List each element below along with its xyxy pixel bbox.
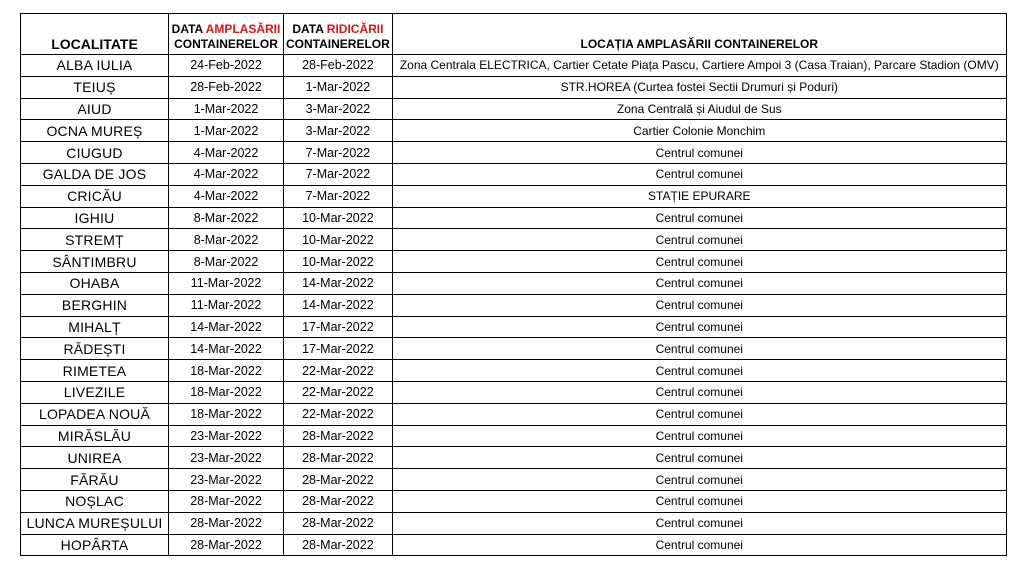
table-row	[21, 447, 1007, 469]
cell-data-amplasare: 28-Mar-2022	[169, 512, 284, 534]
table-row	[21, 512, 1007, 534]
cell-data-ridicare: 28-Mar-2022	[284, 447, 393, 469]
cell-locatie: Centrul comunei	[392, 142, 1006, 164]
cell-localitate: OHABA	[21, 272, 169, 294]
cell-localitate: OCNA MUREȘ	[21, 120, 169, 142]
cell-data-ridicare: 14-Mar-2022	[284, 272, 393, 294]
cell-data-ridicare: 10-Mar-2022	[284, 251, 393, 273]
table-row	[21, 338, 1007, 360]
table-row	[21, 534, 1007, 556]
header-row	[21, 14, 1007, 55]
cell-locatie: Centrul comunei	[392, 534, 1006, 556]
cell-data-ridicare: 28-Mar-2022	[284, 512, 393, 534]
cell-data-amplasare: 14-Mar-2022	[169, 338, 284, 360]
cell-data-ridicare: 10-Mar-2022	[284, 207, 393, 229]
cell-locatie: Centrul comunei	[392, 403, 1006, 425]
table-row	[21, 360, 1007, 382]
table-row	[21, 229, 1007, 251]
cell-localitate: FĂRĂU	[21, 469, 169, 491]
cell-data-amplasare: 4-Mar-2022	[169, 185, 284, 207]
cell-locatie: Centrul comunei	[392, 163, 1006, 185]
cell-localitate: HOPÂRTA	[21, 534, 169, 556]
header-containerelor: CONTAINERELOR	[286, 37, 390, 51]
table-row	[21, 381, 1007, 403]
cell-data-ridicare: 3-Mar-2022	[284, 98, 393, 120]
cell-data-ridicare: 7-Mar-2022	[284, 185, 393, 207]
table-row	[21, 207, 1007, 229]
cell-data-amplasare: 23-Mar-2022	[169, 469, 284, 491]
cell-data-amplasare: 28-Mar-2022	[169, 490, 284, 512]
table-row	[21, 142, 1007, 164]
cell-locatie: Centrul comunei	[392, 381, 1006, 403]
table-row	[21, 403, 1007, 425]
cell-data-amplasare: 11-Mar-2022	[169, 272, 284, 294]
cell-data-ridicare: 28-Feb-2022	[284, 55, 393, 77]
cell-data-amplasare: 18-Mar-2022	[169, 403, 284, 425]
cell-data-ridicare: 17-Mar-2022	[284, 338, 393, 360]
cell-locatie: Centrul comunei	[392, 294, 1006, 316]
table-row	[21, 55, 1007, 77]
cell-locatie: Centrul comunei	[392, 512, 1006, 534]
cell-localitate: STREMȚ	[21, 229, 169, 251]
table-body	[21, 55, 1007, 556]
cell-locatie: Centrul comunei	[392, 316, 1006, 338]
cell-locatie: STR.HOREA (Curtea fostei Sectii Drumuri și Poduri)	[392, 76, 1006, 98]
cell-data-amplasare: 14-Mar-2022	[169, 316, 284, 338]
table-row	[21, 469, 1007, 491]
table-header	[21, 14, 1007, 55]
cell-data-amplasare: 23-Mar-2022	[169, 447, 284, 469]
cell-data-ridicare: 22-Mar-2022	[284, 360, 393, 382]
cell-data-amplasare: 18-Mar-2022	[169, 360, 284, 382]
table-row	[21, 98, 1007, 120]
cell-localitate: BERGHIN	[21, 294, 169, 316]
cell-data-amplasare: 28-Mar-2022	[169, 534, 284, 556]
cell-localitate: MIHALȚ	[21, 316, 169, 338]
table-row	[21, 294, 1007, 316]
cell-data-ridicare: 14-Mar-2022	[284, 294, 393, 316]
cell-localitate: UNIREA	[21, 447, 169, 469]
cell-localitate: CIUGUD	[21, 142, 169, 164]
cell-data-amplasare: 24-Feb-2022	[169, 55, 284, 77]
cell-localitate: MIRĂSLĂU	[21, 425, 169, 447]
table-row	[21, 120, 1007, 142]
header-data-ridicarii	[284, 14, 393, 55]
cell-data-amplasare: 8-Mar-2022	[169, 207, 284, 229]
cell-data-ridicare: 22-Mar-2022	[284, 381, 393, 403]
cell-locatie: Centrul comunei	[392, 490, 1006, 512]
cell-data-ridicare: 7-Mar-2022	[284, 163, 393, 185]
cell-locatie: STAȚIE EPURARE	[392, 185, 1006, 207]
cell-localitate: AIUD	[21, 98, 169, 120]
cell-locatie: Centrul comunei	[392, 360, 1006, 382]
table-row	[21, 163, 1007, 185]
cell-locatie: Zona Centrala ELECTRICA, Cartier Cetate Piața Pascu, Cartiere Ampoi 3 (Casa Traian), Parcare Stadion (OMV)	[392, 55, 1006, 77]
cell-data-ridicare: 22-Mar-2022	[284, 403, 393, 425]
cell-localitate: ALBA IULIA	[21, 55, 169, 77]
cell-localitate: IGHIU	[21, 207, 169, 229]
cell-data-amplasare: 23-Mar-2022	[169, 425, 284, 447]
cell-localitate: TEIUȘ	[21, 76, 169, 98]
cell-localitate: NOȘLAC	[21, 490, 169, 512]
cell-data-ridicare: 10-Mar-2022	[284, 229, 393, 251]
header-amplasarii-highlight: AMPLASĂRII	[205, 22, 281, 36]
cell-data-amplasare: 4-Mar-2022	[169, 142, 284, 164]
cell-data-amplasare: 18-Mar-2022	[169, 381, 284, 403]
table-row	[21, 272, 1007, 294]
header-ridicarii-highlight: RIDICĂRII	[326, 22, 384, 36]
container-schedule-table	[20, 13, 1007, 556]
cell-data-amplasare: 4-Mar-2022	[169, 163, 284, 185]
cell-locatie: Zona Centrală și Aiudul de Sus	[392, 98, 1006, 120]
cell-localitate: LOPADEA NOUĂ	[21, 403, 169, 425]
header-localitate: LOCALITATE	[21, 14, 169, 55]
cell-locatie: Centrul comunei	[392, 251, 1006, 273]
cell-locatie: Centrul comunei	[392, 469, 1006, 491]
header-locatia: LOCAȚIA AMPLASĂRII CONTAINERELOR	[392, 14, 1006, 55]
cell-data-ridicare: 28-Mar-2022	[284, 425, 393, 447]
cell-locatie: Centrul comunei	[392, 425, 1006, 447]
cell-data-ridicare: 3-Mar-2022	[284, 120, 393, 142]
cell-localitate: RIMETEA	[21, 360, 169, 382]
header-data-amplasarii	[169, 14, 284, 55]
table-row	[21, 490, 1007, 512]
cell-locatie: Centrul comunei	[392, 338, 1006, 360]
cell-localitate: GALDA DE JOS	[21, 163, 169, 185]
cell-locatie: Centrul comunei	[392, 272, 1006, 294]
table-row	[21, 425, 1007, 447]
header-containerelor: CONTAINERELOR	[174, 37, 278, 51]
cell-locatie: Cartier Colonie Monchim	[392, 120, 1006, 142]
cell-data-ridicare: 1-Mar-2022	[284, 76, 393, 98]
cell-data-amplasare: 8-Mar-2022	[169, 251, 284, 273]
table-row	[21, 185, 1007, 207]
header-data-word: DATA	[171, 22, 203, 36]
table-row	[21, 316, 1007, 338]
cell-data-amplasare: 28-Feb-2022	[169, 76, 284, 98]
table-row	[21, 251, 1007, 273]
cell-data-ridicare: 28-Mar-2022	[284, 490, 393, 512]
cell-localitate: CRICĂU	[21, 185, 169, 207]
cell-data-amplasare: 1-Mar-2022	[169, 98, 284, 120]
cell-data-ridicare: 7-Mar-2022	[284, 142, 393, 164]
cell-localitate: LIVEZILE	[21, 381, 169, 403]
cell-data-amplasare: 1-Mar-2022	[169, 120, 284, 142]
cell-locatie: Centrul comunei	[392, 447, 1006, 469]
cell-locatie: Centrul comunei	[392, 229, 1006, 251]
cell-locatie: Centrul comunei	[392, 207, 1006, 229]
cell-localitate: SÂNTIMBRU	[21, 251, 169, 273]
cell-data-ridicare: 28-Mar-2022	[284, 534, 393, 556]
cell-data-amplasare: 8-Mar-2022	[169, 229, 284, 251]
table-row	[21, 76, 1007, 98]
cell-data-ridicare: 28-Mar-2022	[284, 469, 393, 491]
cell-data-amplasare: 11-Mar-2022	[169, 294, 284, 316]
cell-localitate: RĂDEȘTI	[21, 338, 169, 360]
cell-data-ridicare: 17-Mar-2022	[284, 316, 393, 338]
header-data-word: DATA	[292, 22, 324, 36]
cell-localitate: LUNCA MUREȘULUI	[21, 512, 169, 534]
